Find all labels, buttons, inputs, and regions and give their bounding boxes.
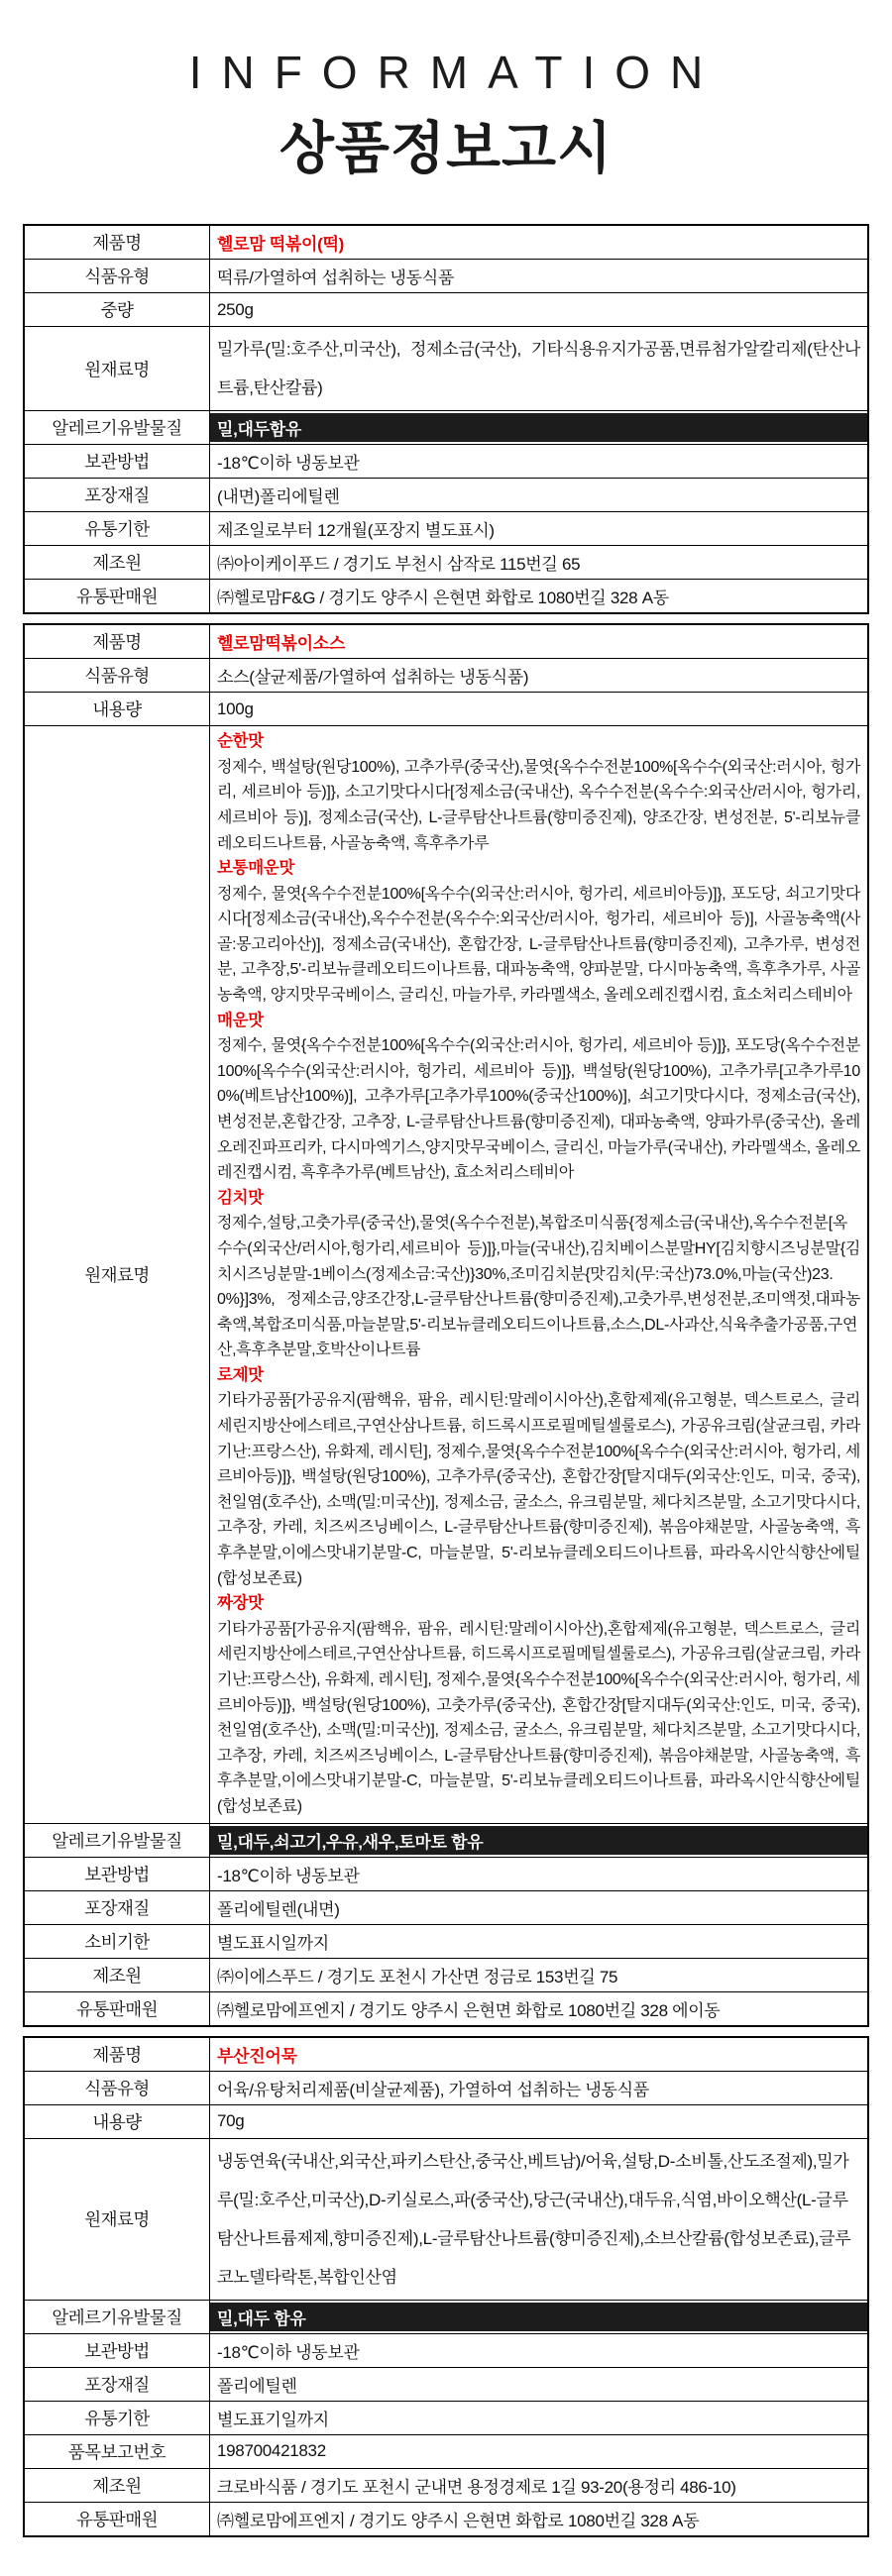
row-label: 유통판매원 (24, 580, 210, 614)
table-row (24, 445, 868, 479)
table-row (24, 546, 868, 580)
row-value (210, 2300, 869, 2333)
row-value: 100g (210, 693, 869, 726)
row-label: 제품명 (24, 2037, 210, 2072)
row-value: ㈜헬로맘F&G / 경기도 양주시 은현면 화합로 1080번길 328 A동 (210, 580, 869, 614)
allergen-highlight-bar: 밀,대두,쇠고기,우유,새우,토마토 함유 (210, 1826, 867, 1855)
flavor-heading: 매운맛 (217, 1011, 264, 1029)
row-label: 원재료명 (24, 2138, 210, 2300)
row-value (210, 225, 869, 260)
flavor-heading: 짜장맛 (217, 1594, 264, 1613)
row-value: 별도표시일까지 (210, 1924, 869, 1958)
row-label: 식품유형 (24, 260, 210, 293)
row-value (210, 411, 869, 445)
row-label: 보관방법 (24, 445, 210, 479)
row-value: ㈜이에스푸드 / 경기도 포천시 가산면 정금로 153번길 75 (210, 1958, 869, 1991)
row-label: 알레르기유발물질 (24, 1823, 210, 1857)
row-value: ㈜아이케이푸드 / 경기도 부천시 삼작로 115번길 65 (210, 546, 869, 580)
row-value (210, 2037, 869, 2072)
table-row (24, 580, 868, 614)
table-row (24, 2138, 868, 2300)
row-label: 중량 (24, 293, 210, 327)
row-label: 내용량 (24, 693, 210, 726)
row-value: ㈜헬로맘에프엔지 / 경기도 양주시 은현면 화합로 1080번길 328 에이동 (210, 1991, 869, 2026)
table-row (24, 327, 868, 411)
table-row (24, 2104, 868, 2138)
product-table-tteokbokki-sauce (23, 623, 869, 2026)
row-value: -18℃이하 냉동보관 (210, 2333, 869, 2367)
table-row (24, 293, 868, 327)
table-row (24, 624, 868, 659)
allergen-highlight-bar: 밀,대두 함유 (210, 2303, 867, 2331)
row-value: 250g (210, 293, 869, 327)
row-label: 포장재질 (24, 479, 210, 512)
row-value: 70g (210, 2104, 869, 2138)
table-row (24, 2468, 868, 2502)
row-value: 떡류/가열하여 섭취하는 냉동식품 (210, 260, 869, 293)
tables-container (0, 184, 892, 2576)
row-value: (내면)폴리에틸렌 (210, 479, 869, 512)
row-value (210, 624, 869, 659)
row-label: 유통기한 (24, 512, 210, 546)
row-value: 어육/유탕처리제품(비살균제품), 가열하여 섭취하는 냉동식품 (210, 2071, 869, 2104)
table-row (24, 693, 868, 726)
page-title-ko: 상품정보고시 (279, 117, 613, 180)
table-row (24, 411, 868, 445)
row-value: 폴리에틸렌 (210, 2367, 869, 2401)
row-label: 유통판매원 (24, 1991, 210, 2026)
row-label: 유통판매원 (24, 2502, 210, 2536)
row-label: 제품명 (24, 225, 210, 260)
product-table-body (24, 2037, 868, 2536)
table-row (24, 2502, 868, 2536)
table-row (24, 1991, 868, 2026)
page-title-en: INFORMATION (188, 47, 724, 98)
table-row (24, 479, 868, 512)
table-row (24, 1823, 868, 1857)
row-value: 별도표기일까지 (210, 2401, 869, 2434)
product-name-text: 부산진어묵 (217, 2046, 297, 2066)
table-row (24, 2037, 868, 2072)
row-value: 크로바식품 / 경기도 포천시 군내면 용정경제로 1길 93-20(용정리 486-10) (210, 2468, 869, 2502)
table-row (24, 2333, 868, 2367)
ingredients-text: 밀가루(밀:호주산,미국산), 정제소금(국산), 기타식용유지가공품,면류첨가알칼리제(탄산나트륨,탄산칼륨) (217, 340, 860, 398)
row-label: 품목보고번호 (24, 2434, 210, 2468)
row-label: 보관방법 (24, 2333, 210, 2367)
allergen-highlight-bar: 밀,대두함유 (210, 413, 867, 442)
row-label: 원재료명 (24, 327, 210, 411)
table-row (24, 2434, 868, 2468)
table-row (24, 225, 868, 260)
row-label: 원재료명 (24, 726, 210, 1823)
row-value (210, 2138, 869, 2300)
row-label: 제조원 (24, 546, 210, 580)
product-table-body (24, 225, 868, 613)
table-row (24, 1890, 868, 1924)
product-table-busanjin-fish-cake (23, 2036, 869, 2537)
row-value (210, 327, 869, 411)
table-row (24, 2071, 868, 2104)
row-value: 폴리에틸렌(내면) (210, 1890, 869, 1924)
row-label: 소비기한 (24, 1924, 210, 1958)
row-value: ㈜헬로맘에프엔지 / 경기도 양주시 은현면 화합로 1080번길 328 A동 (210, 2502, 869, 2536)
row-value (210, 1823, 869, 1857)
product-table-body (24, 624, 868, 2025)
row-label: 제품명 (24, 624, 210, 659)
row-label: 제조원 (24, 1958, 210, 1991)
table-row (24, 659, 868, 693)
product-table-tteokbokki-rice-cake (23, 224, 869, 614)
row-value: -18℃이하 냉동보관 (210, 445, 869, 479)
flavor-heading: 로제맛 (217, 1365, 264, 1384)
table-row (24, 1857, 868, 1890)
table-row (24, 2367, 868, 2401)
ingredients-text: 냉동연육(국내산,외국산,파키스탄산,중국산,베트남)/어육,설탕,D-소비톨,산도조절제),밀가루(밀:호주산,미국산),D-키실로스,파(중국산),당근(국내산),대두유,식염,바이오핵산(L-글루탐산나트륨제제,향미증진제),L-글루탐산나트륨(향미증진제),소브산칼륨(합성보존료),글루코노델타락톤,복합인산염 (217, 2151, 851, 2287)
table-row (24, 2401, 868, 2434)
flavor-heading: 순한맛 (217, 732, 264, 751)
row-value: 소스(살균제품/가열하여 섭취하는 냉동식품) (210, 659, 869, 693)
row-label: 제조원 (24, 2468, 210, 2502)
flavor-ingredients-text: 정제수, 물엿{옥수수전분100%[옥수수(외국산:러시아, 헝가리, 세르비아 등)]}, 포도당(옥수수전분100%[옥수수(외국산:러시아, 헝가리, 세르비아 등)]}, 백설탕(원당100%), 고추가루[고추가루100%(베트남산100%)], 고추가루[고추가루100%(중국산100%)], 쇠고기맛다시다, 정제소금(국산), 변성전분,혼합간장, 고추장, L-글루탐산나트륨(향미증진제), 대파농축액, 양파가루(중국산), 올레오레진파프리카, 다시마엑기스,양지맛무국베이스, 글리신, 마늘가루(국내산), 카라멜색소, 올레오레진캡시컴, 흑후추가루(베트남산), 효소처리스테비아 (217, 1037, 860, 1182)
row-label: 내용량 (24, 2104, 210, 2138)
product-name-text: 헬로맘떡볶이소스 (217, 634, 345, 654)
table-row (24, 260, 868, 293)
table-row (24, 1924, 868, 1958)
page-header (0, 0, 892, 184)
row-label: 식품유형 (24, 2071, 210, 2104)
flavor-ingredients-text: 정제수, 물엿{옥수수전분100%[옥수수(외국산:러시아, 헝가리, 세르비아등)]}, 포도당, 쇠고기맛다시다[정제소금(국내산),옥수수전분(옥수수:외국산/러시아, 헝가리, 세르비아 등)], 사골농축액(사골:몽고리아산)], 정제소금(국내산), 혼합간장, L-글루탐산나트륨(향미증진제), 고추가루, 변성전분, 고추장,5'-리보뉴클레오티드이나트륨, 대파농축액, 양파분말, 다시마농축액, 흑후추가루, 사골농축액, 양지맛무국베이스, 글리신, 마늘가루, 카라멜색소, 올레오레진캡시컴, 효소처리스테비아 (217, 885, 860, 1005)
row-value: -18℃이하 냉동보관 (210, 1857, 869, 1890)
row-label: 유통기한 (24, 2401, 210, 2434)
flavor-ingredients-text: 기타가공품[가공유지(팜핵유, 팜유, 레시틴:말레이시아산),혼합제제(유고형분, 덱스트로스, 글리세린지방산에스테르,구연산삼나트륨, 히드록시프로필메틸셀룰로스), 가공유크림(살균크림, 카라기난:프랑스산), 유화제, 레시틴], 정제수,물엿{옥수수전분100%[옥수수(외국산:러시아, 헝가리, 세르비아등)]}, 백설탕(원당100%), 고춧가루(중국산), 혼합간장[탈지대두(외국산:인도, 미국, 중국), 천일염(호주산), 소맥(밀:미국산)], 정제소금, 굴소스, 유크림분말, 체다치즈분말, 소고기맛다시다, 고추장, 카레, 치즈씨즈닝베이스, L-글루탐산나트륨(향미증진제), 볶음야채분말, 사골농축액, 흑후추분말,이에스맛내기분말-C, 마늘분말, 5'-리보뉴클레오티드이나트륨, 파라옥시안식향산에틸(합성보존료) (217, 1620, 860, 1815)
row-label: 알레르기유발물질 (24, 2300, 210, 2333)
row-label: 알레르기유발물질 (24, 411, 210, 445)
row-label: 식품유형 (24, 659, 210, 693)
table-row (24, 1958, 868, 1991)
table-row (24, 512, 868, 546)
row-label: 보관방법 (24, 1857, 210, 1890)
flavor-ingredients-text: 기타가공품[가공유지(팜핵유, 팜유, 레시틴:말레이시아산),혼합제제(유고형분, 덱스트로스, 글리세린지방산에스테르,구연산삼나트륨, 히드록시프로필메틸셀룰로스), 가공유크림(살균크림, 카라기난:프랑스산), 유화제, 레시틴], 정제수,물엿{옥수수전분100%[옥수수(외국산:러시아, 헝가리, 세르비아등)]}, 백설탕(원당100%), 고추가루(중국산), 혼합간장[탈지대두(외국산:인도, 미국, 중국), 천일염(호주산), 소맥(밀:미국산)], 정제소금, 굴소스, 유크림분말, 체다치즈분말, 소고기맛다시다, 고추장, 카레, 치즈씨즈닝베이스, L-글루탐산나트륨(향미증진제), 볶음야채분말, 사골농축액, 흑후추분말,이에스맛내기분말-C, 마늘분말, 5'-리보뉴클레오티드이나트륨, 파라옥시안식향산에틸(합성보존료) (217, 1392, 860, 1587)
flavor-heading: 보통매운맛 (217, 859, 295, 878)
flavor-ingredients-text: 정제수, 백설탕(원당100%), 고추가루(중국산),물엿{옥수수전분100%[옥수수(외국산:러시아, 헝가리, 세르비아 등)]}, 소고기맛다시다[정제소금(국내산), 옥수수전분(옥수수:외국산/러시아, 헝가리, 세르비아 등)], 정제소금(국산), L-글루탐산나트륨(향미증진제), 양조간장, 변성전분, 5'-리보뉴클레오티드나트륨, 사골농축액, 흑후추가루 (217, 758, 860, 852)
product-name-text: 헬로맘 떡볶이(떡) (217, 235, 344, 254)
table-row (24, 2300, 868, 2333)
row-label: 포장재질 (24, 1890, 210, 1924)
table-row (24, 726, 868, 1823)
row-value: 제조일로부터 12개월(포장지 별도표시) (210, 512, 869, 546)
row-value: 198700421832 (210, 2434, 869, 2468)
row-label: 포장재질 (24, 2367, 210, 2401)
row-value (210, 726, 869, 1823)
flavor-heading: 김치맛 (217, 1188, 264, 1207)
flavor-ingredients-text: 정제수,설탕,고춧가루(중국산),물엿(옥수수전분),복합조미식품{정제소금(국내산),옥수수전분[옥수수(외국산/러시아,헝가리,세르비아 등)]},마늘(국내산),김치베이스분말HY[김치향시즈닝분말{김치시즈닝분말-1베이스(정제소금:국산)}30%,조미김치분{맛김치(무:국산)73.0%,마늘(국산)23.0%}]3%, 정제소금,양조간장,L-글루탐산나트륨(향미증진제),고춧가루,변성전분,조미액젓,대파농축액,복합조미식품,마늘분말,5'-리보뉴클레오티드이나트륨,소스,DL-사과산,식육추출가공품,구연산,흑후추분말,호박산이나트륨 (217, 1215, 860, 1359)
